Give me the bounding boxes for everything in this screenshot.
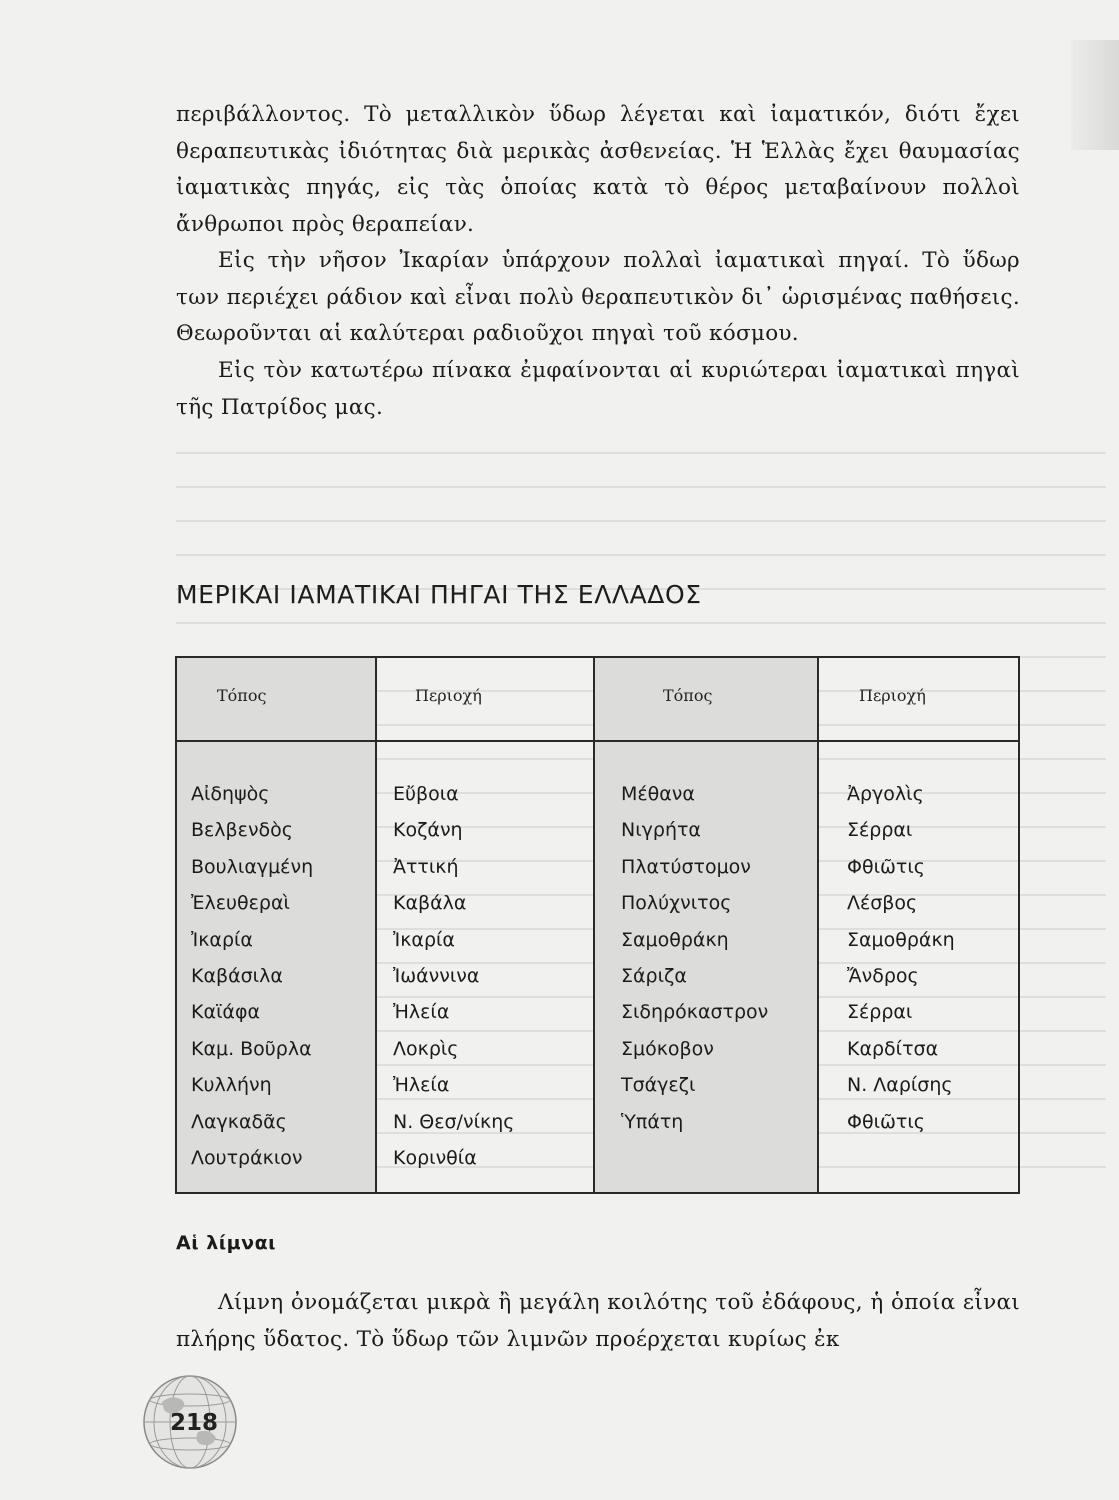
table-cell: Νιγρήτα	[621, 819, 701, 842]
table-cell: Εὔβοια	[393, 783, 459, 805]
table-cell: Λοκρὶς	[393, 1037, 459, 1060]
table-cell: Καρδίτσα	[847, 1037, 939, 1060]
table-cell: Πλατύστομον	[621, 855, 751, 878]
table-cell: Βουλιαγμένη	[191, 855, 314, 878]
column-left-places	[177, 658, 377, 1192]
table-cell: Καβάσιλα	[191, 964, 283, 987]
table-cell: Βελβενδὸς	[191, 819, 293, 842]
left-places-list	[177, 776, 375, 1176]
table-cell: Φθιῶτις	[847, 1110, 925, 1133]
table-cell: Ἐλευθεραὶ	[191, 892, 290, 915]
table-cell: Σέρραι	[847, 1001, 913, 1024]
column-left-regions	[377, 658, 595, 1192]
header-region-left: Περιοχή	[415, 686, 482, 705]
springs-table	[175, 656, 1020, 1194]
table-cell: Σάριζα	[621, 964, 687, 987]
header-divider	[177, 740, 1018, 742]
table-cell: Σιδηρόκαστρον	[621, 1001, 769, 1024]
table-cell: Ἀττική	[393, 855, 459, 878]
table-cell: Ἰκαρία	[191, 928, 253, 951]
table-cell: Φθιῶτις	[847, 855, 925, 878]
column-right-places	[595, 658, 819, 1192]
table-cell: Τσάγεζι	[621, 1074, 696, 1097]
table-cell: Ἄνδρος	[847, 964, 919, 987]
paragraph-ikaria: Εἰς τὴν νῆσον Ἰκαρίαν ὑπάρχουν πολλαὶ ἰαματικαὶ πηγαί. Τὸ ὕδωρ των περιέχει ράδιον καὶ εἶναι πολὺ θεραπευτικὸν δι᾿ ὡρισμένας παθήσεις. Θεωροῦνται αἱ καλύτεραι ραδιοῦχοι πηγαὶ τοῦ κόσμου.	[176, 248, 1020, 346]
paragraph-lakes: Λίμνη ὀνομάζεται μικρὰ ἢ μεγάλη κοιλότης τοῦ ἐδάφους, ἡ ὁποία εἶναι πλήρης ὕδατος. Τὸ ὕδωρ τῶν λιμνῶν προέρχεται κυρίως ἐκ	[176, 1290, 1020, 1352]
table-cell: Σαμοθράκη	[621, 928, 729, 951]
header-place-left: Τόπος	[217, 686, 267, 705]
table-cell: Ν. Θεσ/νίκης	[393, 1110, 515, 1133]
table-cell: Καβάλα	[393, 892, 467, 915]
table-title: ΜΕΡΙΚΑΙ ΙΑΜΑΤΙΚΑΙ ΠΗΓΑΙ ΤΗΣ ΕΛΛΑΔΟΣ	[176, 580, 702, 609]
table-cell: Σαμοθράκη	[847, 928, 955, 951]
table-cell: Ἰωάννινα	[393, 964, 480, 987]
table-cell: Λαγκαδᾶς	[191, 1110, 287, 1133]
table-cell: Κοζάνη	[393, 819, 463, 842]
table-cell: Κορινθία	[393, 1146, 477, 1169]
section-heading-lakes: Αἱ λίμναι	[176, 1232, 277, 1254]
table-cell: Καϊάφα	[191, 1001, 260, 1024]
table-cell: Κυλλήνη	[191, 1074, 272, 1097]
table-cell: Ἰκαρία	[393, 928, 455, 951]
header-place-right: Τόπος	[663, 686, 713, 705]
table-cell: Πολύχνιτος	[621, 892, 732, 915]
page-number: 218	[170, 1410, 219, 1436]
table-cell: Σέρραι	[847, 819, 913, 842]
page-edge-mark	[1071, 40, 1119, 150]
right-regions-list	[819, 776, 1020, 1140]
table-cell: Μέθανα	[621, 783, 695, 805]
table-cell: Ὑπάτη	[621, 1110, 684, 1133]
table-cell: Καμ. Βοῦρλα	[191, 1037, 312, 1060]
paragraph-mineral-water: περιβάλλοντος. Τὸ μεταλλικὸν ὕδωρ λέγεται καὶ ἰαματικόν, διότι ἔχει θεραπευτικὰς ἰδιότητας διὰ μερικὰς ἀσθενείας. Ἡ Ἑλλὰς ἔχει θαυμασίας ἰαματικὰς πηγάς, εἰς τὰς ὁποίας κατὰ τὸ θέρος μεταβαίνουν πολλοὶ ἄνθρωποι πρὸς θεραπείαν.	[176, 102, 1020, 237]
right-places-list	[595, 776, 817, 1140]
table-cell: Σμόκοβον	[621, 1037, 714, 1060]
column-right-regions	[819, 658, 1020, 1192]
header-region-right: Περιοχή	[859, 686, 926, 705]
table-cell: Ἠλεία	[393, 1074, 450, 1097]
table-cell: Λουτράκιον	[191, 1146, 303, 1169]
left-regions-list	[377, 776, 593, 1176]
table-cell: Ἀργολὶς	[847, 783, 924, 805]
table-cell: Αἰδηψὸς	[191, 783, 270, 805]
table-cell: Λέσβος	[847, 892, 918, 915]
paragraph-table-intro: Εἰς τὸν κατωτέρω πίνακα ἐμφαίνονται αἱ κυριώτεραι ἰαματικαὶ πηγαὶ τῆς Πατρίδος μας.	[176, 358, 1020, 420]
table-cell: Ν. Λαρίσης	[847, 1074, 953, 1097]
table-cell: Ἠλεία	[393, 1001, 450, 1024]
